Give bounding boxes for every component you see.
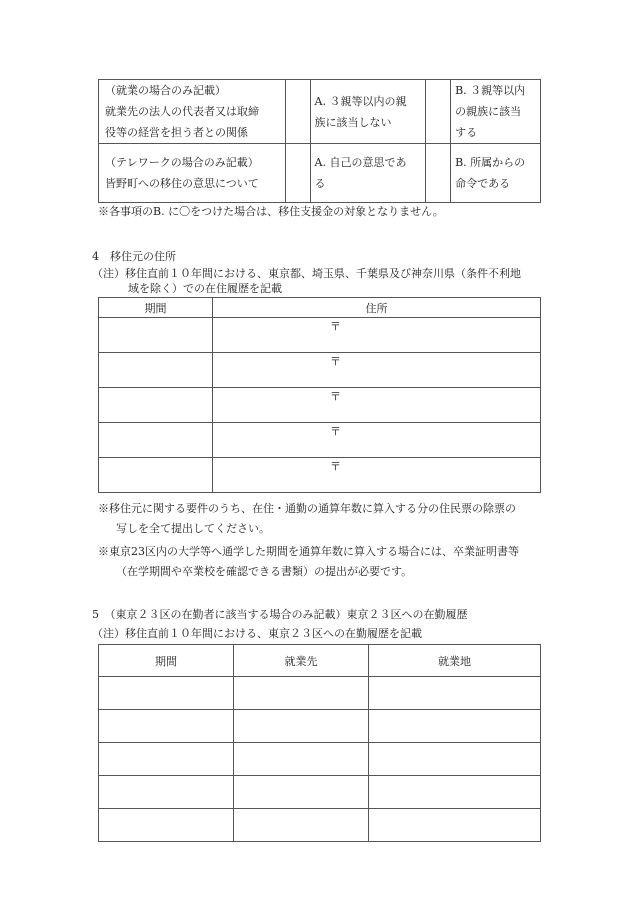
relationship-label-cell	[99, 80, 286, 144]
period-cell[interactable]	[99, 809, 234, 842]
period-cell[interactable]	[99, 743, 234, 776]
table-row	[99, 710, 541, 743]
period-cell[interactable]	[99, 458, 213, 493]
tokyo-work-history-table	[98, 644, 541, 842]
checkbox-cell-a[interactable]	[285, 80, 310, 144]
section4-heading: 4 移住元の住所	[92, 250, 176, 263]
section4-remark: 写しを全て提出してください。	[116, 522, 270, 535]
column-header-employer: 就業先	[234, 645, 369, 677]
table-row	[99, 743, 541, 776]
checkbox-cell-a[interactable]	[285, 144, 310, 203]
employer-cell[interactable]	[234, 677, 369, 710]
period-cell[interactable]	[99, 388, 213, 423]
work-location-cell[interactable]	[369, 776, 541, 809]
checkbox-cell-b[interactable]	[426, 144, 451, 203]
employer-cell[interactable]	[234, 809, 369, 842]
work-location-cell[interactable]	[369, 710, 541, 743]
employer-cell[interactable]	[234, 710, 369, 743]
work-location-cell[interactable]	[369, 743, 541, 776]
section5-heading: 5 （東京２３区の在勤者に該当する場合のみ記載）東京２３区への在勤履歴	[92, 608, 468, 621]
option-line: A. 自己の意思であ	[314, 156, 407, 169]
section5-note: （注）移住直前１０年間における、東京２３区への在勤履歴を記載	[92, 627, 422, 640]
option-b-cell	[451, 80, 541, 144]
row-label-line: （テレワークの場合のみ記載）	[105, 156, 259, 169]
previous-address-table	[98, 297, 541, 493]
column-header-period: 期間	[99, 645, 234, 677]
row-label-line: （就業の場合のみ記載）	[105, 84, 226, 97]
postal-mark: 〒	[330, 355, 341, 368]
option-line: の親族に該当	[455, 105, 522, 118]
table-row	[99, 353, 541, 388]
option-a-cell	[310, 144, 426, 203]
postal-mark: 〒	[330, 390, 341, 403]
table-row	[99, 80, 541, 144]
employment-relationship-table	[98, 79, 541, 203]
address-cell[interactable]	[213, 458, 541, 493]
postal-mark: 〒	[330, 425, 341, 438]
table-row	[99, 423, 541, 458]
table-row	[99, 776, 541, 809]
section1-note: ※各事項のB. に〇をつけた場合は、移住支援金の対象となりません。	[98, 205, 444, 218]
section4-note-line: 域を除く）での在住履歴を記載	[128, 282, 282, 295]
table-row	[99, 677, 541, 710]
employer-cell[interactable]	[234, 776, 369, 809]
postal-mark: 〒	[330, 460, 341, 473]
section4-remark: ※移住元に関する要件のうち、在住・通勤の通算年数に算入する分の住民票の除票の	[98, 502, 516, 515]
period-cell[interactable]	[99, 353, 213, 388]
period-cell[interactable]	[99, 710, 234, 743]
option-line: A. ３親等以内の親	[314, 94, 407, 108]
work-location-cell[interactable]	[369, 809, 541, 842]
address-cell[interactable]	[213, 353, 541, 388]
option-a-cell	[310, 80, 426, 144]
table-row	[99, 318, 541, 353]
address-cell[interactable]	[213, 318, 541, 353]
row-label-line: 役等の経営を担う者との関係	[105, 126, 248, 139]
period-cell[interactable]	[99, 318, 213, 353]
section4-remark: ※東京23区内の大学等へ通学した期間を通算年数に算入する場合には、卒業証明書等	[98, 545, 519, 558]
row-label-line: 就業先の法人の代表者又は取締	[105, 105, 259, 118]
table-row	[99, 809, 541, 842]
period-cell[interactable]	[99, 776, 234, 809]
option-line: B. 所属からの	[455, 156, 526, 169]
section4-note-line: （注）移住直前１０年間における、東京都、埼玉県、千葉県及び神奈川県（条件不利地	[92, 267, 521, 280]
table-header-row	[99, 645, 541, 677]
option-b-cell	[451, 144, 541, 203]
table-row	[99, 458, 541, 493]
employer-cell[interactable]	[234, 743, 369, 776]
option-line: る	[314, 177, 326, 190]
option-line: 族に該当しない	[314, 115, 392, 129]
work-location-cell[interactable]	[369, 677, 541, 710]
checkbox-cell-b[interactable]	[426, 80, 451, 144]
address-cell[interactable]	[213, 388, 541, 423]
option-line: する	[455, 126, 478, 139]
option-line: 命令である	[455, 177, 511, 190]
period-cell[interactable]	[99, 423, 213, 458]
table-row	[99, 388, 541, 423]
column-header-address: 住所	[213, 298, 541, 318]
period-cell[interactable]	[99, 677, 234, 710]
postal-mark: 〒	[330, 320, 341, 333]
address-cell[interactable]	[213, 423, 541, 458]
telework-label-cell	[99, 144, 286, 203]
column-header-work-location: 就業地	[369, 645, 541, 677]
column-header-period: 期間	[99, 298, 213, 318]
table-row	[99, 144, 541, 203]
section4-remark: （在学期間や卒業校を確認できる書類）の提出が必要です。	[116, 565, 413, 578]
option-line: B. ３親等以内	[455, 84, 526, 97]
row-label-line: 皆野町への移住の意思について	[105, 177, 259, 190]
